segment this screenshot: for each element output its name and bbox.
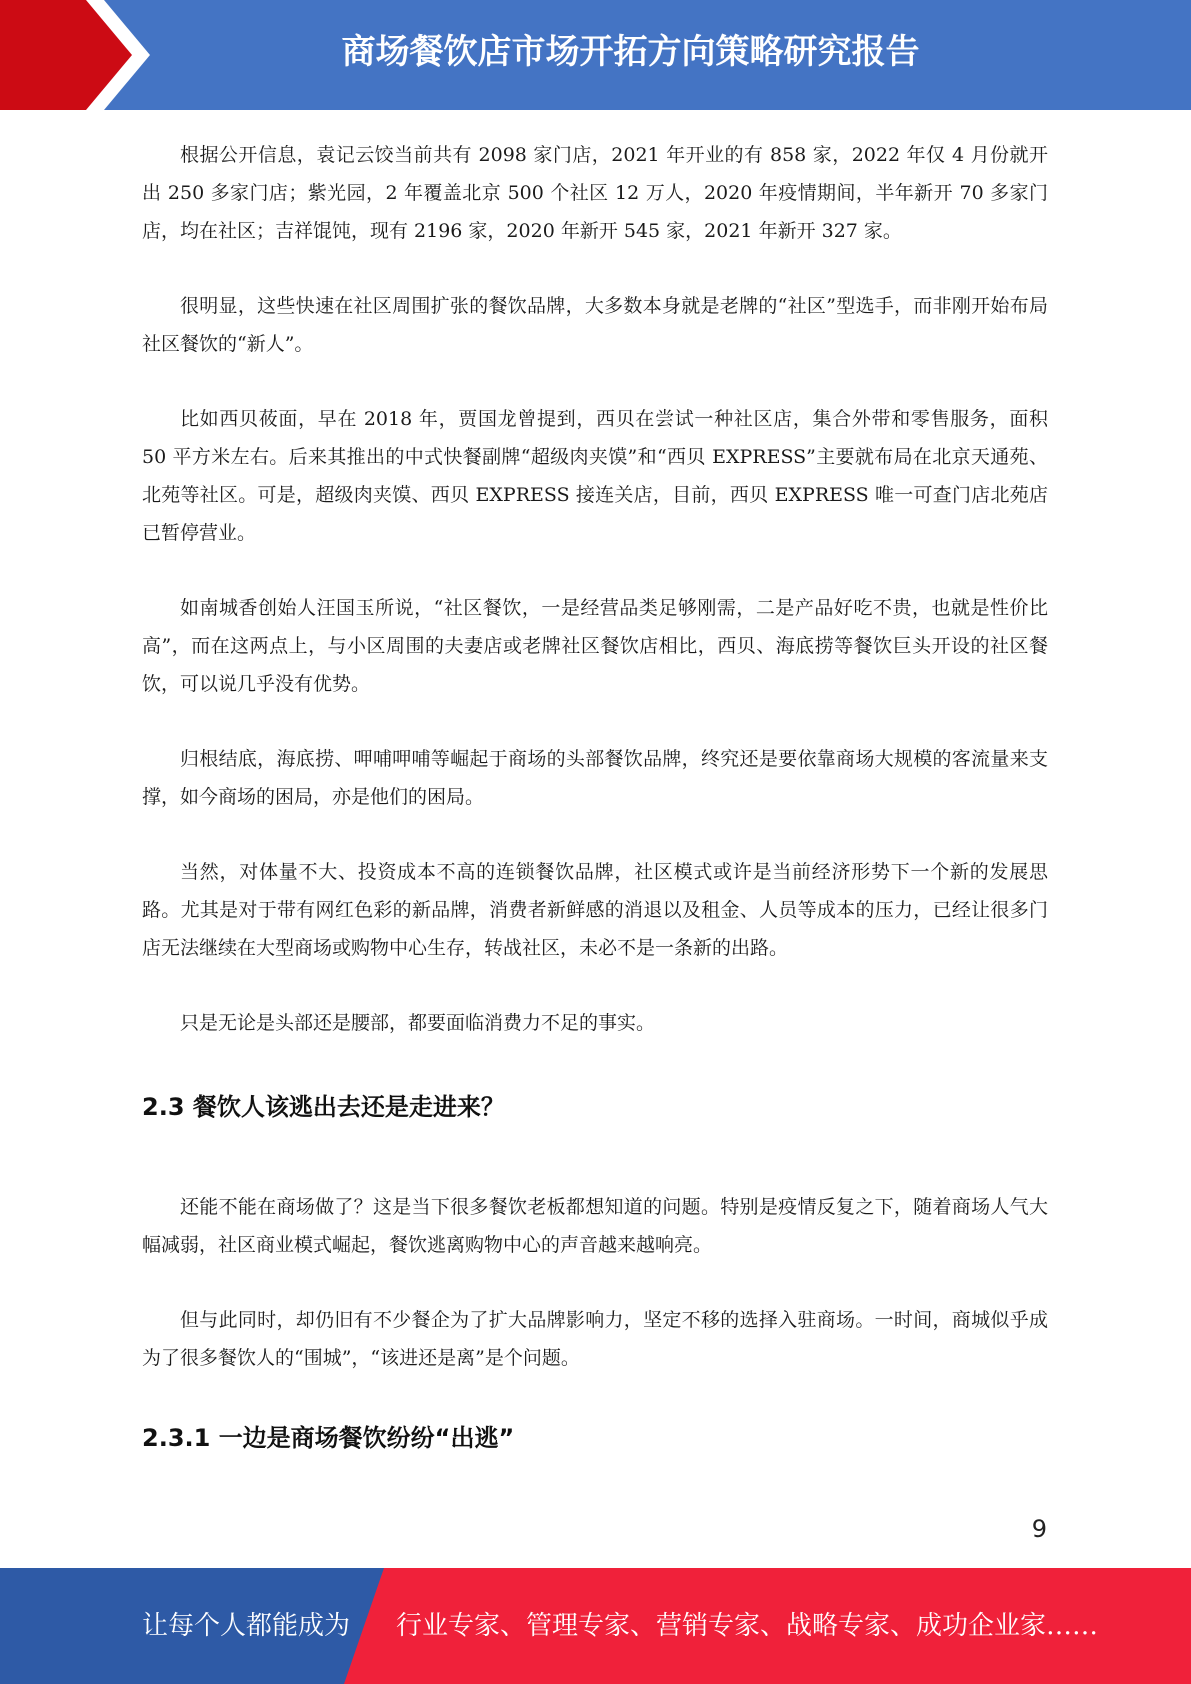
main-content (142, 136, 1048, 1457)
paragraph-xibei: 比如西贝莜面，早在 2018 年，贾国龙曾提到，西贝在尝试一种社区店，集合外带和零售服务，面积 50 平方米左右。后来其推出的中式快餐副牌“超级肉夹馍”和“西贝 EXPRESS”主要就布局在北京天通苑、北苑等社区。可是，超级肉夹馍、西贝 EXPRESS 接连关店，目前，西贝 EXPRESS 唯一可查门店北苑店已暂停营业。 (142, 408, 1048, 544)
footer-slogan-right: 行业专家、管理专家、营销专家、战略专家、成功企业家…… (396, 1611, 1099, 1641)
paragraph-mall-dependence: 归根结底，海底捞、呷哺呷哺等崛起于商场的头部餐饮品牌，终究还是要依靠商场大规模的客流量来支撑，如今商场的困局，亦是他们的困局。 (142, 748, 1048, 808)
paragraph-community-brands: 很明显，这些快速在社区周围扩张的餐饮品牌，大多数本身就是老牌的“社区”型选手，而非刚开始布局社区餐饮的“新人”。 (142, 295, 1048, 355)
section-heading-2-3-1: 2.3.1 一边是商场餐饮纷纷“出逃” (142, 1424, 515, 1452)
section-heading-2-3: 2.3 餐饮人该逃出去还是走进来？ (142, 1093, 505, 1121)
paragraph-mall-question: 还能不能在商场做了？这是当下很多餐饮老板都想知道的问题。特别是疫情反复之下，随着商场人气大幅减弱，社区商业模式崛起，餐饮逃离购物中心的声音越来越响亮。 (142, 1196, 1048, 1256)
chevron-arrow-icon (0, 0, 160, 110)
paragraph-consumption: 只是无论是头部还是腰部，都要面临消费力不足的事实。 (180, 1012, 656, 1034)
paragraph-besieged-city: 但与此同时，却仍旧有不少餐企为了扩大品牌影响力，坚定不移的选择入驻商场。一时间，商城似乎成为了很多餐饮人的“围城”，“该进还是离”是个问题。 (142, 1309, 1048, 1369)
footer-slogan-left: 让每个人都能成为 (142, 1611, 351, 1641)
page-number: 9 (1031, 1515, 1047, 1543)
report-title: 商场餐饮店市场开拓方向策略研究报告 (341, 32, 920, 72)
paragraph-nanchengxiang: 如南城香创始人汪国玉所说，“社区餐饮，一是经营品类足够刚需，二是产品好吃不贵，也就是性价比高”，而在这两点上，与小区周围的夫妻店或老牌社区餐饮店相比，西贝、海底捞等餐饮巨头开设的社区餐饮，可以说几乎没有优势。 (142, 597, 1048, 695)
paragraph-store-counts: 根据公开信息，袁记云饺当前共有 2098 家门店，2021 年开业的有 858 家，2022 年仅 4 月份就开出 250 多家门店；紫光园，2 年覆盖北京 500 个社区 12 万人，2020 年疫情期间，半年新开 70 多家门店，均在社区；吉祥馄饨，现有 2196 家，2020 年新开 545 家，2021 年新开 327 家。 (142, 144, 1048, 242)
page-footer (0, 1568, 1191, 1684)
paragraph-new-direction: 当然，对体量不大、投资成本不高的连锁餐饮品牌，社区模式或许是当前经济形势下一个新的发展思路。尤其是对于带有网红色彩的新品牌，消费者新鲜感的消退以及租金、人员等成本的压力，已经让很多门店无法继续在大型商场或购物中心生存，转战社区，未必不是一条新的出路。 (142, 861, 1048, 959)
page-header (0, 0, 1191, 110)
